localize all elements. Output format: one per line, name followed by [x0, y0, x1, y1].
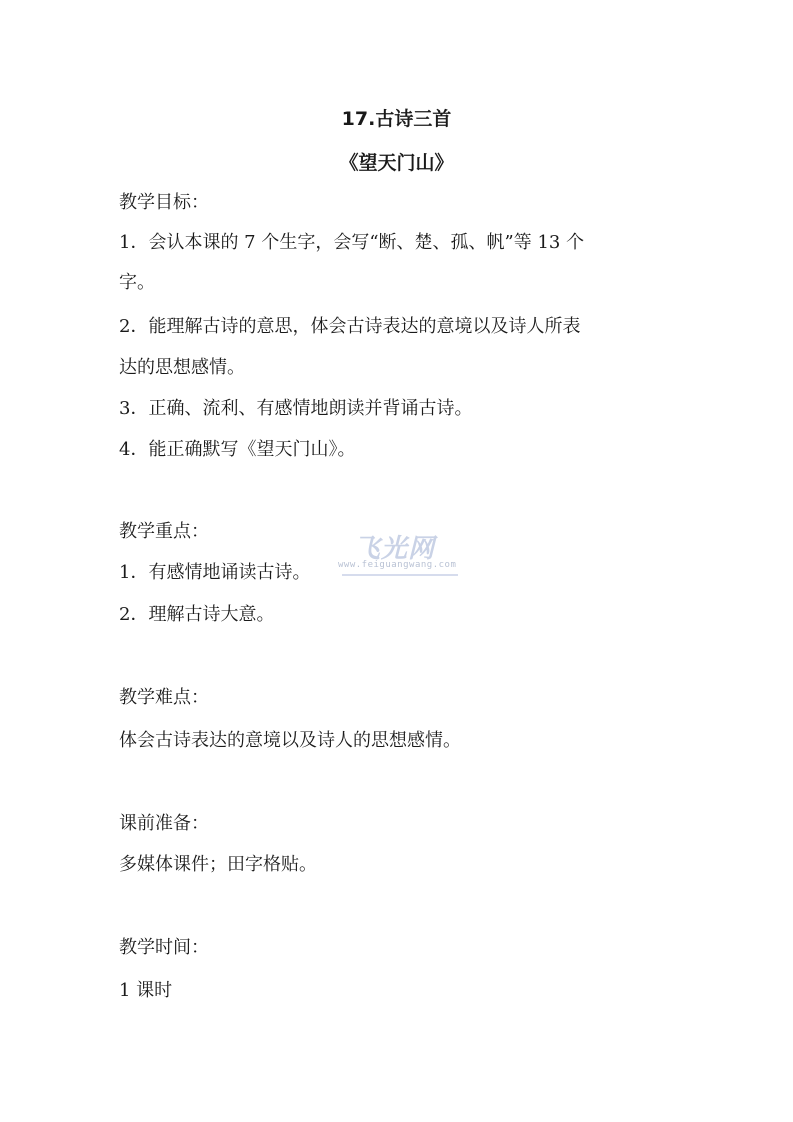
lesson-title: 17.古诗三首 — [341, 108, 452, 130]
goal-2-line-2: 达的思想感情。 — [119, 357, 245, 378]
teaching-time-heading: 教学时间： — [119, 937, 209, 958]
difficulty-heading: 教学难点： — [119, 687, 209, 708]
poem-title: 《望天门山》 — [339, 152, 454, 174]
goal-1-line-2: 字。 — [119, 272, 155, 293]
difficulty-1: 体会古诗表达的意境以及诗人的思想感情。 — [119, 730, 461, 751]
preparation-heading: 课前准备： — [119, 813, 209, 834]
goals-heading: 教学目标： — [119, 192, 209, 213]
preparation-1: 多媒体课件；田字格贴。 — [119, 854, 317, 875]
watermark-url: www.feiguangwang.com — [338, 560, 457, 570]
teaching-time-value: 1 课时 — [119, 980, 173, 1001]
goal-3: 3．正确、流利、有感情地朗读并背诵古诗。 — [119, 398, 473, 419]
key-point-2: 2．理解古诗大意。 — [119, 604, 275, 625]
goal-1-line-1: 1．会认本课的 7 个生字，会写“断、楚、孤、帆”等 13 个 — [119, 232, 585, 253]
key-points-heading: 教学重点： — [119, 521, 209, 542]
goal-4: 4．能正确默写《望天门山》。 — [119, 439, 356, 460]
goal-2-line-1: 2．能理解古诗的意思，体会古诗表达的意境以及诗人所表 — [119, 316, 581, 337]
watermark-logo — [338, 528, 460, 588]
watermark-logo-text: 飞光网 — [354, 534, 436, 564]
key-point-1: 1．有感情地诵读古诗。 — [119, 562, 311, 583]
watermark-underline — [342, 574, 458, 576]
